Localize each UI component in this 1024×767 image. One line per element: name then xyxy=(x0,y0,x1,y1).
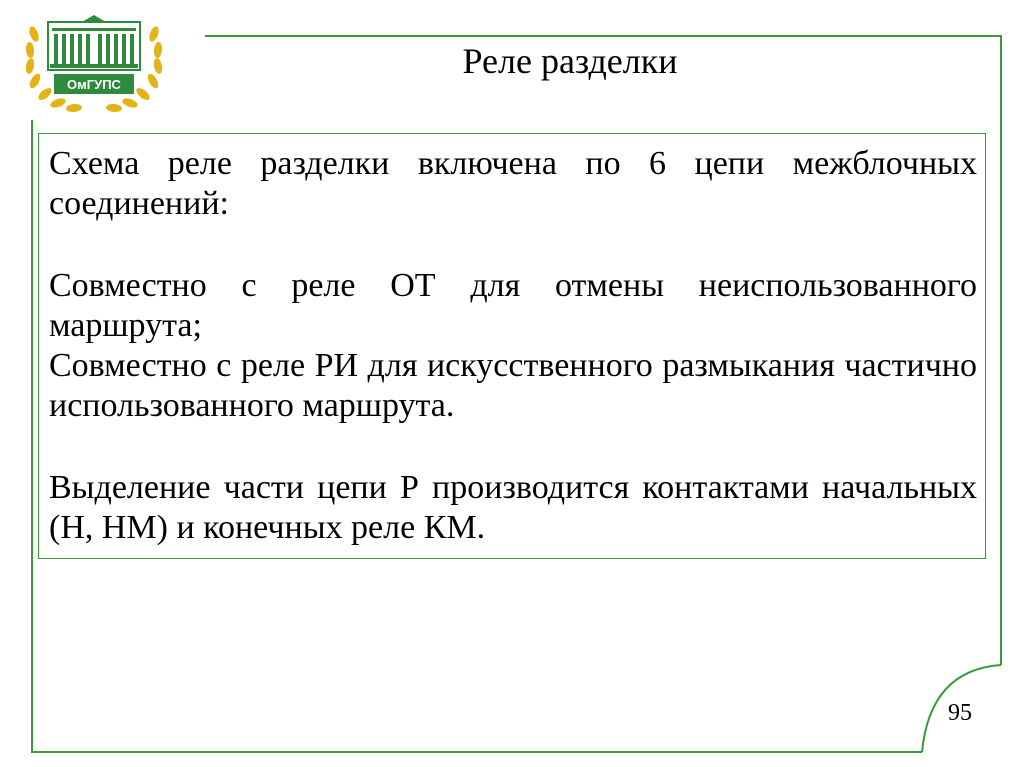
svg-text:ОмГУПС: ОмГУПС xyxy=(67,77,121,92)
page-number: 95 xyxy=(948,700,972,726)
content-box xyxy=(38,133,986,559)
slide-title: Реле разделки xyxy=(462,41,678,81)
paragraph-1: Схема реле разделки включена по 6 цепи межблочных соединений: xyxy=(49,145,977,222)
paragraph-2: Совместно с реле ОТ для отмены неиспользованного маршрута; xyxy=(49,267,977,344)
content-text xyxy=(49,144,977,548)
paragraph-3: Совместно с реле РИ для искусственного размыкания частично использованного маршрута. xyxy=(49,347,977,424)
paragraph-4: Выделение части цепи Р производится контактами начальных (Н, НМ) и конечных реле КМ. xyxy=(49,469,977,546)
university-logo xyxy=(20,14,168,116)
